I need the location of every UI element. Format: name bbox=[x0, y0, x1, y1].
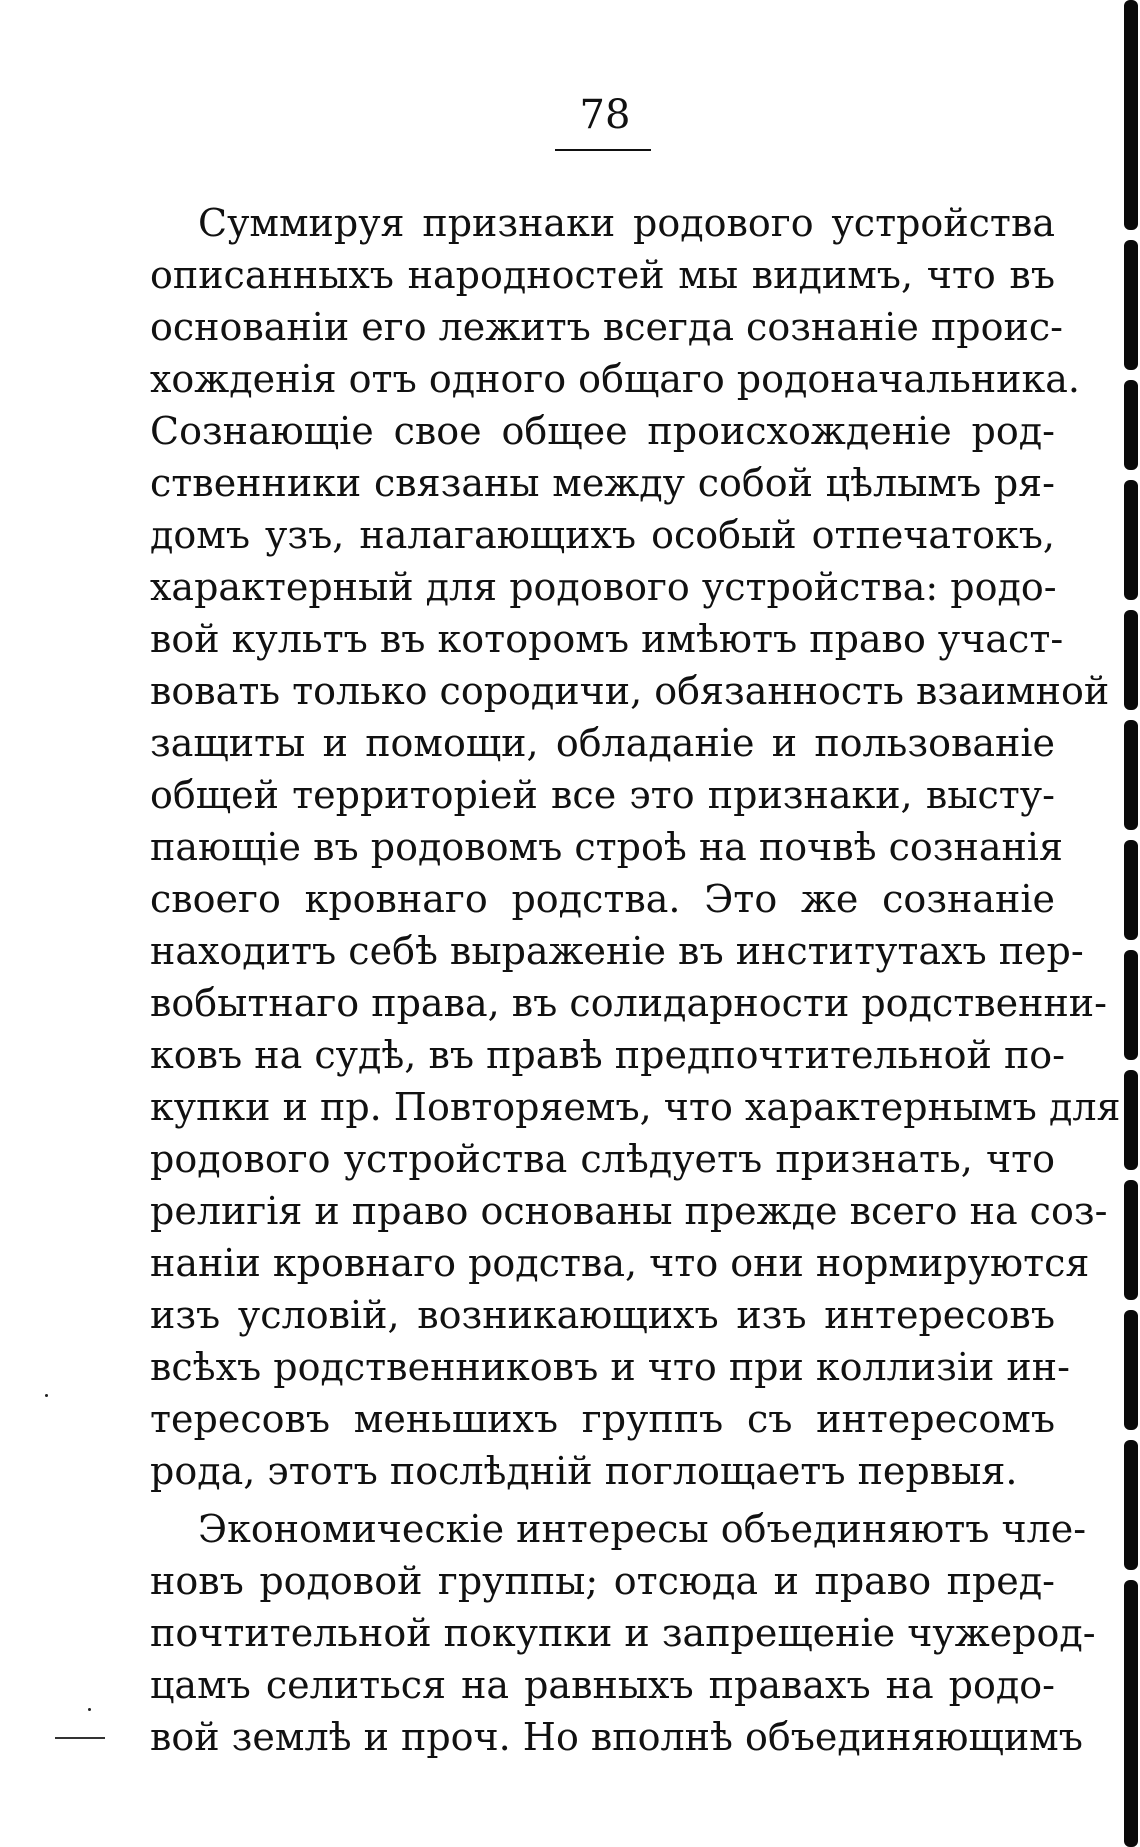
text-line: своего кровнаго родства. Это же сознанiе bbox=[150, 877, 1055, 921]
scan-speck bbox=[88, 1708, 91, 1711]
text-line: нанiи кровнаго родства, что они нормируются bbox=[150, 1241, 1090, 1285]
text-line: всѣхъ родственниковъ и что при коллизiи ин- bbox=[150, 1345, 1070, 1389]
text-line: находитъ себѣ выраженiе въ институтахъ пер- bbox=[150, 929, 1084, 973]
text-line: хожденiя отъ одного общаго родоначальника. bbox=[150, 357, 1080, 401]
text-line: домъ узъ, налагающихъ особый отпечатокъ, bbox=[150, 513, 1055, 557]
text-line: описанныхъ народностей мы видимъ, что въ bbox=[150, 253, 1055, 297]
text-line: Экономическiе интересы объединяютъ чле- bbox=[198, 1507, 1087, 1551]
text-line: купки и пр. Повторяемъ, что характернымъ для bbox=[150, 1085, 1121, 1129]
scan-mark bbox=[55, 1737, 105, 1739]
text-line: новъ родовой группы; отсюда и право пред- bbox=[150, 1559, 1055, 1603]
text-line: почтительной покупки и запрещенiе чужерод- bbox=[150, 1611, 1096, 1655]
scanned-page-edge bbox=[1122, 0, 1140, 1847]
text-line: общей территорiей все это признаки, высту- bbox=[150, 773, 1055, 817]
scan-speck bbox=[45, 1394, 48, 1397]
text-line: родового устройства слѣдуетъ признать, что bbox=[150, 1137, 1055, 1181]
text-line: пающiе въ родовомъ строѣ на почвѣ сознанiя bbox=[150, 825, 1063, 869]
body-text bbox=[150, 197, 1121, 1763]
text-line: рода, этотъ послѣднiй поглощаетъ первыя. bbox=[150, 1449, 1018, 1493]
text-line: характерный для родового устройства: родо- bbox=[150, 565, 1057, 609]
text-line: ковъ на судѣ, въ правѣ предпочтительной по- bbox=[150, 1033, 1066, 1077]
text-line: религiя и право основаны прежде всего на соз- bbox=[150, 1189, 1108, 1233]
paragraph-2 bbox=[150, 1503, 1096, 1763]
page-number: 78 bbox=[579, 92, 631, 138]
text-line: защиты и помощи, обладанiе и пользованiе bbox=[150, 721, 1055, 765]
page-number-underline bbox=[555, 149, 651, 151]
text-line: вой культъ въ которомъ имѣютъ право участ- bbox=[150, 617, 1064, 661]
text-line: цамъ селиться на равныхъ правахъ на родо- bbox=[150, 1663, 1055, 1707]
text-line: вовать только сородичи, обязанность взаимной bbox=[150, 669, 1110, 713]
text-line: изъ условiй, возникающихъ изъ интересовъ bbox=[150, 1293, 1055, 1337]
text-line: вобытнаго права, въ солидарности родственни- bbox=[150, 981, 1107, 1025]
text-line: тересовъ меньшихъ группъ съ интересомъ bbox=[150, 1397, 1055, 1441]
text-line: основанiи его лежитъ всегда сознанiе проис- bbox=[150, 305, 1063, 349]
text-line: вой землѣ и проч. Но вполнѣ объединяющимъ bbox=[150, 1715, 1083, 1759]
text-line: Суммируя признаки родового устройства bbox=[198, 201, 1055, 245]
text-line: Сознающiе свое общее происхожденiе род- bbox=[150, 409, 1055, 453]
paragraph-1 bbox=[150, 197, 1121, 1497]
text-line: ственники связаны между собой цѣлымъ ря- bbox=[150, 461, 1055, 505]
